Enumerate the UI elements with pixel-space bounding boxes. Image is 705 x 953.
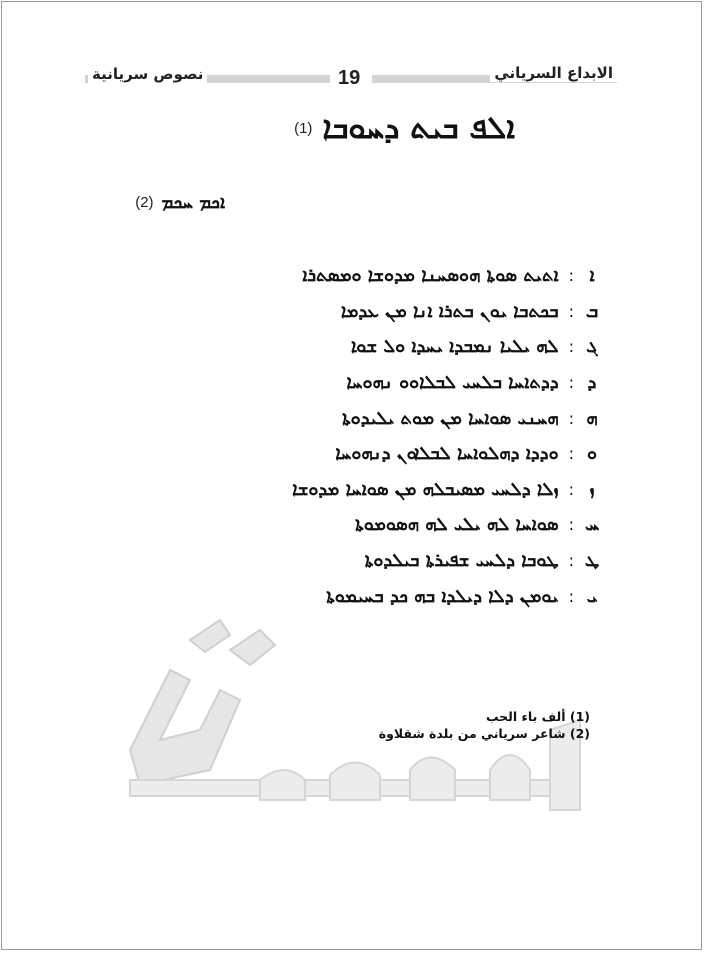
verse-colon: :	[568, 515, 574, 535]
verse-text: ܝܘܡܢ ܕܠܐ ܕܝܠܕܐ ܒܗ ܟܕ ܒܚܝܡܘܬܐ	[326, 585, 559, 607]
verse-letter: ܐ	[589, 265, 595, 287]
verse-colon: :	[568, 373, 574, 393]
verse-line	[180, 578, 600, 614]
header-section-title: نصوص سريانية	[88, 65, 207, 83]
verse-colon: :	[568, 586, 574, 606]
verse-text: ܒܟܬܒܐ ܝܘܢ ܒܬܪܐ ܐܢܐ ܡܢ ܥܕܡܐ	[340, 300, 559, 322]
verse-letter: ܕ	[587, 372, 597, 394]
verse-letter: ܓ	[586, 336, 598, 358]
verse-line	[180, 294, 600, 330]
author-name: ܐܟܡ ܚܟܡ	[161, 192, 225, 213]
header-publication-title: الابداع السرياني	[490, 64, 617, 82]
poem-title-row	[185, 108, 515, 148]
author-footnote-ref: (2)	[135, 194, 154, 211]
verse-colon: :	[568, 551, 574, 571]
verse-text: ܙܠܐ ܕܠܚܝ ܡܣܝܒܠܗ ܡܢ ܣܘܐܚܐ ܡܕܘܫܐ	[292, 478, 559, 500]
verse-text: ܐܬܝܬ ܣܘܬܐ ܗܘܣܚܢܐ ܡܕܘܫܐ ܘܡܣܬܪܐ	[302, 265, 559, 287]
footnote-1: (1) ألف باء الحب	[485, 709, 590, 724]
verse-letter: ܒ	[585, 300, 599, 322]
verse-colon: :	[568, 479, 574, 499]
author-row	[105, 192, 225, 213]
verse-line	[180, 507, 600, 543]
title-footnote-ref: (1)	[294, 119, 313, 137]
verse-colon: :	[568, 408, 574, 428]
poem-verses	[180, 258, 600, 614]
verse-line	[180, 365, 600, 401]
verse-line	[180, 400, 600, 436]
verse-text: ܛܘܒܐ ܕܠܚܝ ܫܦܝܪܬܐ ܒܝܠܕܘܬܐ	[364, 550, 559, 572]
verse-line	[180, 436, 600, 472]
verse-colon: :	[568, 266, 574, 286]
verse-colon: :	[568, 301, 574, 321]
verse-letter: ܚ	[584, 514, 600, 536]
verse-letter: ܝ	[586, 585, 598, 607]
footnote-2: (2) شاعر سرياني من بلدة شقلاوة	[378, 726, 590, 741]
verse-text: ܠܗ ܝܠܝܐ ܢܡܒܕܐ ܝܚܕܐ ܘܠ ܫܘܐ	[350, 336, 559, 358]
page-number: 19	[338, 67, 361, 89]
verse-text: ܗܚܢܝ ܣܘܐܚܐ ܡܢ ܡܘܬ ܝܠܝܕܘܬܐ	[342, 407, 559, 429]
verse-line	[180, 258, 600, 294]
verse-letter: ܘ	[586, 443, 598, 465]
verse-letter: ܛ	[584, 550, 600, 572]
verse-text: ܘܕܕܐ ܕܗܠܘܐܚܐ ܠܒܠܐܘܢ ܕܢܗܘܚܐ	[335, 443, 559, 465]
verse-letter: ܗ	[586, 407, 598, 429]
verse-line	[180, 329, 600, 365]
verse-letter: ܙ	[589, 478, 595, 500]
verse-line	[180, 472, 600, 508]
footnotes	[379, 708, 590, 742]
verse-text: ܣܘܐܚܐ ܠܗ ܝܠܝ ܠܗ ܗܣܘܡܘܬܐ	[355, 514, 559, 536]
verse-text: ܕܕܬܐܚܐ ܒܠܚܝ ܠܒܠܐܘܘ ܢܗܘܚܐ	[346, 372, 559, 394]
verse-colon: :	[568, 337, 574, 357]
poem-title: ܐܠܦ ܒܝܬ ܕܚܘܒܐ	[322, 109, 515, 146]
verse-colon: :	[568, 444, 574, 464]
verse-line	[180, 543, 600, 579]
